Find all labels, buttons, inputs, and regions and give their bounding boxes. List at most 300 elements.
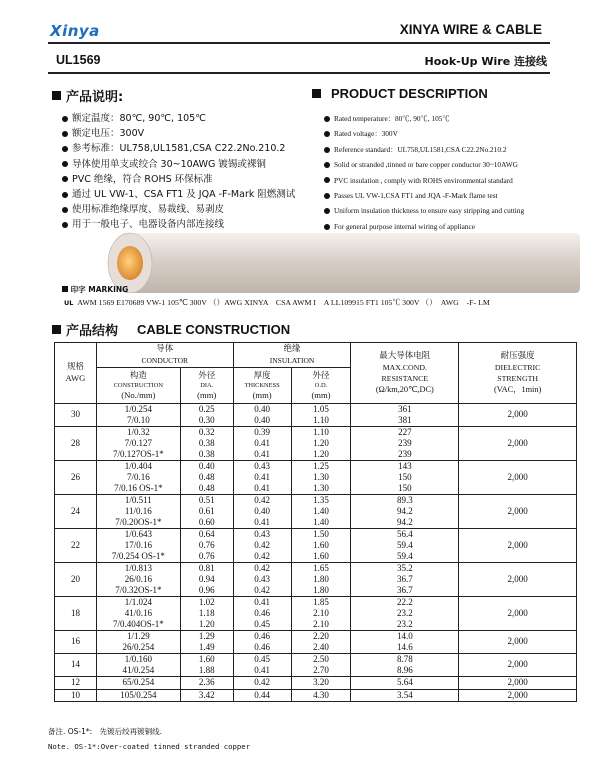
construction-subheader-en: CONSTRUCTION: [113, 381, 164, 389]
strength-header-unit: (VAC，1min): [493, 385, 542, 394]
description-en-text: Passes UL VW-1,CSA FT1 and JQA -F-Mark flame test: [334, 191, 498, 201]
insulation-header-cn: 绝缘: [283, 344, 301, 354]
od-cell-value: 1.65: [313, 563, 329, 573]
dia-cell-value: 0.48: [198, 472, 215, 482]
thickness-cell-value: 0.41: [254, 597, 270, 607]
table-row: [55, 677, 577, 690]
resistance-cell: [351, 677, 459, 690]
dia-cell-value: 0.30: [198, 415, 215, 425]
dia-cell: [180, 677, 233, 690]
od-cell-value: 2.50: [313, 654, 329, 664]
od-cell-value: 1.05: [313, 404, 329, 414]
resistance-cell: [351, 495, 459, 529]
thickness-cell: [233, 689, 291, 702]
description-cn-text: 额定电压：300V: [72, 128, 145, 140]
od-subheader: [291, 368, 351, 404]
resistance-cell-value: 36.7: [396, 574, 413, 584]
construction-cell: [96, 654, 180, 677]
thickness-cell: [233, 495, 291, 529]
construction-cell-value: 26/0.16: [124, 574, 152, 584]
description-en-text: Uniform insulation thickness to ensure easy stripping and cutting: [334, 206, 525, 216]
dia-cell-value: 0.64: [198, 529, 215, 539]
description-en-item: [324, 173, 524, 188]
strength-cell: 2,000: [459, 461, 577, 495]
construction-title-en: CABLE CONSTRUCTION: [137, 322, 291, 337]
awg-cell: 28: [55, 427, 97, 461]
dia-cell-value: 0.81: [198, 563, 215, 573]
construction-cell-value: 7/0.404OS-1*: [112, 619, 164, 629]
resistance-cell-value: 56.4: [396, 529, 413, 539]
od-cell-value: 1.50: [313, 529, 329, 539]
awg-cell: 14: [55, 654, 97, 677]
conductor-header: [96, 343, 233, 368]
construction-cell-value: 7/0.20OS-1*: [115, 517, 162, 527]
construction-cell-value: 7/0.16: [126, 472, 150, 482]
od-cell-value: 4.30: [313, 689, 329, 700]
description-en-list: [324, 111, 524, 234]
subheader-divider: [48, 72, 550, 74]
dia-subheader-unit: (mm): [197, 389, 217, 400]
strength-header-cn: 耐压强度: [500, 351, 535, 361]
description-cn-text: 用于一般电子、电器设备内部连接线: [72, 219, 225, 231]
insulation-jacket: [130, 233, 580, 293]
resistance-cell-value: 35.2: [396, 563, 413, 573]
thickness-subheader-en: THICKNESS: [244, 381, 280, 389]
table-row: [55, 495, 577, 529]
construction-cell-value: 7/0.254 OS-1*: [111, 551, 165, 561]
thickness-cell-value: 0.46: [254, 631, 270, 641]
dia-cell-value: 1.88: [198, 665, 215, 675]
resistance-cell-value: 89.3: [396, 495, 413, 505]
square-bullet-icon: [52, 91, 61, 100]
resistance-header: [351, 343, 459, 404]
note-cn: 备注. OS-1*: 先镀后绞再镀铜线.: [48, 727, 163, 736]
thickness-cell-value: 0.41: [254, 665, 270, 675]
strength-header-en1: DIELECTRIC: [494, 363, 541, 372]
construction-cell-value: 7/0.10: [126, 415, 150, 425]
dia-cell-value: 1.29: [198, 631, 215, 641]
od-cell-value: 2.70: [313, 665, 329, 675]
dia-cell: [180, 529, 233, 563]
thickness-cell-value: 0.42: [254, 563, 270, 573]
dia-cell-value: 0.32: [198, 427, 215, 437]
thickness-cell-value: 0.43: [254, 574, 270, 584]
strength-cell: 2,000: [459, 427, 577, 461]
resistance-cell-value: 227: [398, 427, 412, 437]
resistance-cell-value: 22.2: [396, 597, 413, 607]
table-row: [55, 631, 577, 654]
company-logo: Xinya: [50, 22, 100, 40]
od-cell-value: 1.30: [313, 483, 329, 493]
conductor-header-en: CONDUCTOR: [141, 356, 189, 365]
dia-cell-value: 1.18: [198, 608, 215, 618]
ul-mark-icon: UL: [64, 299, 74, 307]
thickness-cell: [233, 563, 291, 597]
strength-cell: 2,000: [459, 495, 577, 529]
thickness-subheader-unit: (mm): [252, 389, 272, 400]
thickness-subheader: [233, 368, 291, 404]
marking-text: [64, 297, 490, 308]
construction-cell-value: 1/0.643: [124, 529, 152, 539]
table-row: [55, 597, 577, 631]
dia-cell: [180, 563, 233, 597]
resistance-cell-value: 94.2: [396, 517, 413, 527]
awg-cell: 22: [55, 529, 97, 563]
dia-cell-value: 0.61: [198, 506, 215, 516]
conductor-header-cn: 导体: [156, 344, 174, 354]
dia-cell-value: 1.02: [198, 597, 215, 607]
thickness-cell: [233, 597, 291, 631]
od-cell-value: 1.80: [313, 585, 329, 595]
dia-subheader-cn: 外径: [198, 370, 216, 381]
od-cell-value: 1.20: [313, 438, 329, 448]
table-row: [55, 689, 577, 702]
dia-cell: [180, 631, 233, 654]
marking-label: [62, 284, 128, 295]
dia-cell-value: 0.48: [198, 483, 215, 493]
table-row: [55, 563, 577, 597]
description-en-text: Reference standard：UL758,UL1581,CSA C22.2No.210.2: [334, 144, 507, 154]
dia-cell-value: 0.76: [198, 540, 215, 550]
od-cell: [291, 563, 351, 597]
description-en-item: [324, 157, 524, 172]
dia-cell-value: 0.94: [198, 574, 215, 584]
dia-subheader: [180, 368, 233, 404]
bullet-dot-icon: [324, 147, 330, 153]
awg-header: [55, 343, 97, 404]
resistance-cell-value: 14.0: [396, 631, 413, 641]
thickness-cell-value: 0.45: [254, 619, 270, 629]
square-bullet-icon: [62, 286, 68, 292]
construction-cell: [96, 597, 180, 631]
od-cell: [291, 427, 351, 461]
bullet-dot-icon: [62, 146, 68, 152]
resistance-cell-value: 5.64: [396, 677, 413, 688]
construction-subheader-cn: 构造: [129, 370, 147, 381]
dia-cell-value: 0.40: [198, 461, 215, 471]
od-cell: [291, 689, 351, 702]
description-en-text: For general purpose internal wiring of appliance: [334, 221, 476, 231]
construction-cell-value: 41/0.16: [124, 608, 152, 618]
bullet-dot-icon: [324, 131, 330, 137]
construction-cell-value: 65/0.254: [122, 677, 155, 688]
thickness-cell-value: 0.42: [254, 677, 270, 688]
description-en-item: [324, 203, 524, 218]
construction-cell-value: 1/0.813: [124, 563, 152, 573]
od-cell: [291, 404, 351, 427]
description-cn-item: [62, 187, 295, 202]
table-row: [55, 404, 577, 427]
marking-string: AWM 1569 E170689 VW-1 105℃ 300V （）AWG XINYA CSA AWM I A LL109915 FT1 105℃ 300V （） AWG -F- LM: [77, 298, 490, 307]
resistance-cell: [351, 689, 459, 702]
table-row: [55, 427, 577, 461]
thickness-cell: [233, 404, 291, 427]
bullet-dot-icon: [62, 161, 68, 167]
construction-cell-value: 7/0.16 OS-1*: [114, 483, 163, 493]
thickness-cell-value: 0.39: [254, 427, 270, 437]
construction-cell: [96, 689, 180, 702]
thickness-cell-value: 0.44: [254, 689, 270, 700]
construction-cell: [96, 495, 180, 529]
resistance-cell: [351, 597, 459, 631]
resistance-cell-value: 239: [398, 438, 412, 448]
dia-cell: [180, 461, 233, 495]
resistance-cell-value: 8.78: [396, 654, 413, 664]
od-cell: [291, 654, 351, 677]
thickness-cell-value: 0.46: [254, 642, 270, 652]
od-cell-value: 3.20: [313, 677, 329, 688]
construction-cell-value: 41/0.254: [122, 665, 155, 675]
thickness-cell: [233, 677, 291, 690]
od-cell-value: 1.30: [313, 472, 329, 482]
strength-cell: 2,000: [459, 631, 577, 654]
bullet-dot-icon: [62, 116, 68, 122]
dia-cell-value: 0.25: [198, 404, 215, 414]
construction-cell-value: 7/0.32OS-1*: [115, 585, 162, 595]
construction-cell-value: 7/0.127: [124, 438, 152, 448]
od-cell: [291, 461, 351, 495]
dia-cell-value: 3.42: [198, 689, 215, 700]
bullet-dot-icon: [62, 131, 68, 137]
model-number: UL1569: [56, 53, 101, 67]
resistance-cell-value: 23.2: [396, 619, 413, 629]
thickness-cell-value: 0.41: [254, 472, 270, 482]
construction-cell-value: 1/0.511: [124, 495, 152, 505]
insulation-header: [233, 343, 351, 368]
table-row: [55, 461, 577, 495]
construction-cell-value: 1/0.254: [124, 404, 152, 414]
marking-label-text: 印字 MARKING: [70, 285, 129, 294]
dia-cell: [180, 689, 233, 702]
dia-cell-value: 0.51: [198, 495, 215, 505]
cable-illustration: [100, 228, 580, 298]
od-cell-value: 2.20: [313, 631, 329, 641]
thickness-cell-value: 0.45: [254, 654, 270, 664]
od-cell-value: 1.40: [313, 517, 329, 527]
resistance-cell-value: 59.4: [396, 551, 413, 561]
description-en-item: [324, 142, 524, 157]
thickness-cell-value: 0.41: [254, 517, 270, 527]
dia-subheader-en: DIA.: [200, 381, 214, 389]
description-en-title: PRODUCT DESCRIPTION: [331, 86, 488, 101]
od-cell-value: 1.85: [313, 597, 329, 607]
awg-header-en: AWG: [65, 373, 86, 383]
strength-header-en2: STRENGTH: [497, 374, 538, 383]
description-en-item: [324, 111, 524, 126]
awg-header-cn: 规格: [66, 362, 84, 372]
description-en-item: [324, 188, 524, 203]
bullet-dot-icon: [324, 208, 330, 214]
strength-cell: 2,000: [459, 404, 577, 427]
bullet-dot-icon: [62, 192, 68, 198]
thickness-cell: [233, 654, 291, 677]
od-cell: [291, 631, 351, 654]
description-en-heading: [312, 86, 488, 101]
bullet-dot-icon: [324, 177, 330, 183]
awg-cell: 18: [55, 597, 97, 631]
resistance-cell-value: 3.54: [396, 689, 413, 700]
description-cn-item: [62, 141, 295, 156]
resistance-cell-value: 239: [398, 449, 412, 459]
description-cn-text: 使用标准绝缘厚度、易裁线、易剥皮: [72, 204, 225, 216]
description-cn-text: 额定温度：80℃, 90℃, 105℃: [72, 113, 206, 124]
od-cell-value: 1.20: [313, 449, 329, 459]
construction-table-body: [55, 404, 577, 702]
resistance-cell-value: 59.4: [396, 540, 413, 550]
construction-cell-value: 1/0.404: [124, 461, 152, 471]
thickness-cell-value: 0.42: [254, 551, 270, 561]
od-cell-value: 2.10: [313, 619, 329, 629]
od-cell: [291, 677, 351, 690]
dia-cell-value: 1.49: [198, 642, 215, 652]
description-cn-text: 导体使用单支或绞合 30~10AWG 镀锡或裸铜: [72, 158, 266, 170]
construction-cell: [96, 631, 180, 654]
thickness-subheader-cn: 厚度: [253, 370, 271, 381]
product-type: Hook-Up Wire 连接线: [424, 55, 547, 68]
thickness-cell-value: 0.46: [254, 608, 270, 618]
bullet-dot-icon: [62, 222, 68, 228]
description-en-text: PVC insulation , comply with ROHS environmental standard: [334, 175, 513, 185]
thickness-cell-value: 0.40: [254, 415, 270, 425]
od-cell-value: 1.10: [313, 427, 329, 437]
dia-cell: [180, 495, 233, 529]
resistance-cell: [351, 654, 459, 677]
od-cell-value: 1.25: [313, 461, 329, 471]
strength-cell: 2,000: [459, 677, 577, 690]
description-cn-item: [62, 202, 295, 217]
construction-cell: [96, 404, 180, 427]
resistance-cell-value: 14.6: [396, 642, 413, 652]
od-cell-value: 1.35: [313, 495, 329, 505]
description-cn-title: 产品说明:: [66, 90, 124, 105]
construction-cell-value: 1/1.024: [124, 597, 152, 607]
resistance-cell-value: 361: [398, 404, 412, 414]
resistance-cell: [351, 631, 459, 654]
od-cell-value: 2.10: [313, 608, 329, 618]
construction-cell-value: 11/0.16: [124, 506, 152, 516]
dia-cell-value: 0.38: [198, 438, 215, 448]
construction-title-cn: 产品结构: [66, 324, 119, 339]
note-en: Note. OS-1*:Over-coated tinned stranded copper: [48, 742, 251, 751]
strength-cell: 2,000: [459, 597, 577, 631]
strength-cell: 2,000: [459, 654, 577, 677]
description-en-text: Rated voltage：300V: [334, 129, 398, 139]
construction-cell: [96, 563, 180, 597]
od-cell-value: 1.60: [313, 551, 329, 561]
description-cn-item: [62, 157, 295, 172]
od-cell-value: 1.80: [313, 574, 329, 584]
od-subheader-unit: (mm): [311, 389, 331, 400]
construction-subheader: [96, 368, 180, 404]
dia-cell-value: 2.36: [198, 677, 215, 688]
header-divider: [48, 42, 550, 44]
resistance-header-en2: RESISTANCE: [381, 374, 429, 383]
description-cn-item: [62, 172, 295, 187]
construction-cell: [96, 461, 180, 495]
description-en-item: [324, 126, 524, 141]
awg-cell: 20: [55, 563, 97, 597]
thickness-cell: [233, 427, 291, 461]
awg-cell: 26: [55, 461, 97, 495]
strength-header: [459, 343, 577, 404]
resistance-cell: [351, 529, 459, 563]
thickness-cell-value: 0.41: [254, 438, 270, 448]
od-cell: [291, 529, 351, 563]
strength-cell: 2,000: [459, 563, 577, 597]
construction-cell-value: 1/1.29: [126, 631, 150, 641]
resistance-cell-value: 143: [398, 461, 412, 471]
dia-cell-value: 1.60: [198, 654, 215, 664]
bullet-dot-icon: [324, 116, 330, 122]
thickness-cell-value: 0.41: [254, 449, 270, 459]
construction-cell-value: 17/0.16: [124, 540, 152, 550]
od-cell-value: 1.40: [313, 506, 329, 516]
resistance-cell-value: 8.96: [396, 665, 413, 675]
description-cn-text: 通过 UL VW-1、CSA FT1 及 JQA -F-Mark 阻燃测试: [72, 189, 296, 201]
description-en-text: Solid or stranded ,tinned or bare copper conductor 30~10AWG: [334, 160, 518, 170]
table-row: [55, 529, 577, 563]
description-cn-item: [62, 111, 295, 126]
resistance-header-unit: (Ω/km,20℃,DC): [375, 385, 434, 394]
construction-cell-value: 1/0.32: [126, 427, 150, 437]
description-cn-item: [62, 126, 295, 141]
thickness-cell-value: 0.43: [254, 529, 270, 539]
thickness-cell: [233, 631, 291, 654]
description-cn-list: [62, 111, 295, 233]
resistance-header-en1: MAX.COND.: [382, 363, 427, 372]
od-subheader-cn: 外径: [312, 370, 330, 381]
construction-cell: [96, 427, 180, 461]
construction-cell: [96, 529, 180, 563]
description-cn-text: 参考标准：UL758,UL1581,CSA C22.2No.210.2: [72, 143, 286, 155]
construction-heading: [52, 320, 290, 339]
awg-cell: 30: [55, 404, 97, 427]
awg-cell: 12: [55, 677, 97, 690]
dia-cell: [180, 597, 233, 631]
description-en-text: Rated temperature：80℃, 90℃, 105℃: [334, 114, 450, 123]
bullet-dot-icon: [324, 162, 330, 168]
bullet-dot-icon: [62, 176, 68, 182]
od-cell-value: 1.10: [313, 415, 329, 425]
thickness-cell-value: 0.42: [254, 540, 270, 550]
od-subheader-en: O.D.: [314, 381, 328, 389]
construction-cell-value: 105/0.254: [120, 689, 157, 700]
dia-cell-value: 0.60: [198, 517, 215, 527]
thickness-cell: [233, 529, 291, 563]
od-cell-value: 1.60: [313, 540, 329, 550]
table-row: [55, 654, 577, 677]
construction-table: [54, 342, 577, 702]
strength-cell: 2,000: [459, 689, 577, 702]
thickness-cell-value: 0.40: [254, 506, 270, 516]
resistance-cell-value: 23.2: [396, 608, 413, 618]
resistance-cell-value: 36.7: [396, 585, 413, 595]
awg-cell: 10: [55, 689, 97, 702]
resistance-cell-value: 381: [398, 415, 412, 425]
od-cell: [291, 495, 351, 529]
resistance-cell: [351, 461, 459, 495]
thickness-cell: [233, 461, 291, 495]
dia-cell: [180, 654, 233, 677]
dia-cell-value: 1.20: [198, 619, 215, 629]
construction-cell-value: 1/0.160: [124, 654, 152, 664]
dia-cell-value: 0.76: [198, 551, 215, 561]
construction-cell-value: 7/0.127OS-1*: [112, 449, 164, 459]
resistance-cell-value: 150: [398, 483, 412, 493]
thickness-cell-value: 0.41: [254, 483, 270, 493]
resistance-cell: [351, 563, 459, 597]
od-cell: [291, 597, 351, 631]
